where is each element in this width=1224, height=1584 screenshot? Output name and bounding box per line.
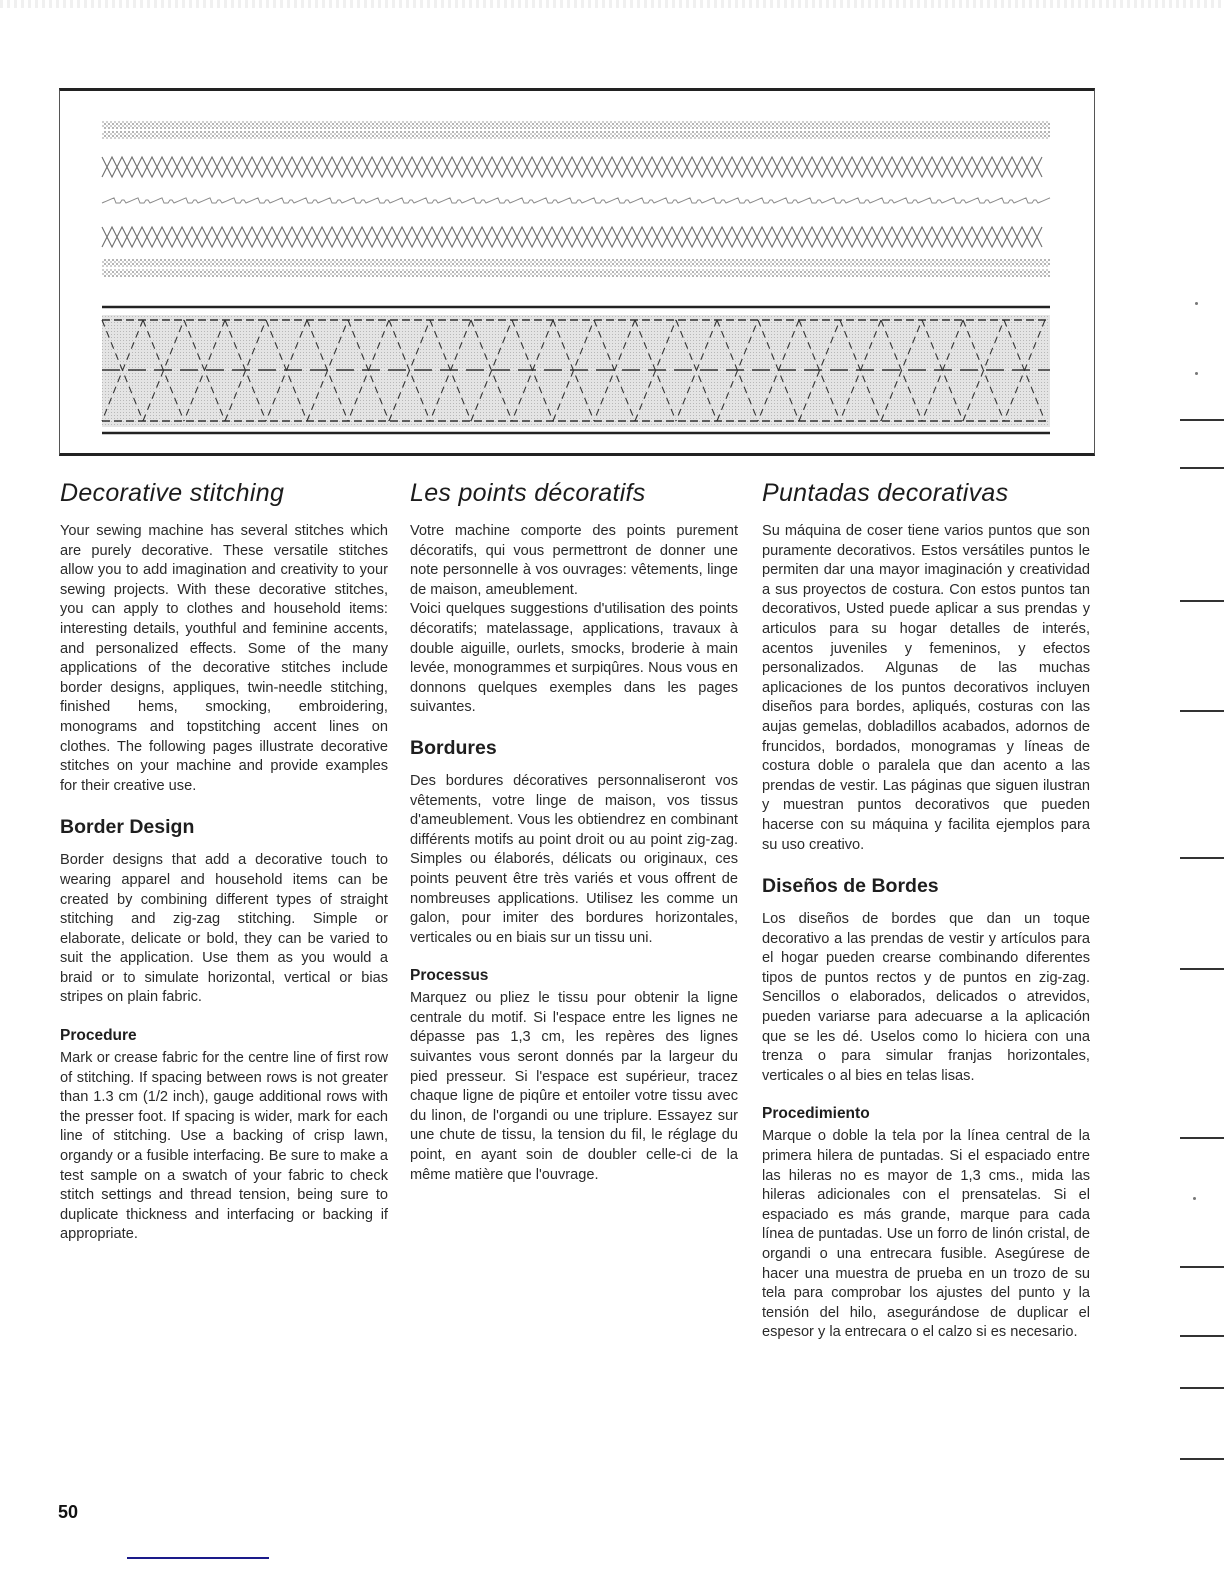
english-section-body: Border designs that add a decorative touch to wearing apparel and household items can be created by combining different types of straight stitching and zig-zag stitching. Simple or elaborate, delicate or bold, they can be varied to suit the application. Use them as you would a braid or to simulate horizontal, vertical or bias stripes on plain fabric. — [60, 852, 388, 1006]
english-section-heading: Border Design — [60, 816, 195, 839]
double-zigzag-row-1 — [102, 157, 1042, 177]
page-number: 50 — [58, 1502, 79, 1522]
spanish-sub-heading: Procedimiento — [762, 1105, 870, 1123]
spanish-section-heading: Diseños de Bordes — [762, 875, 939, 898]
margin-tick — [1180, 1137, 1224, 1139]
stitch-samples-graphic — [60, 91, 1096, 459]
french-intro-2: Voici quelques suggestions d'utilisation des points décoratifs; matelassage, applications, travaux à double aiguille, ourlets, smocks, broderie à main levée, monogrammes et surpiqûres. Nous vous en donnons quelques exemples dans les pages suivantes. — [410, 601, 738, 716]
scan-speck — [1193, 1197, 1196, 1200]
margin-tick — [1180, 467, 1224, 469]
english-sub-heading: Procedure — [60, 1027, 137, 1045]
scan-artifact-top — [0, 0, 1224, 8]
english-title: Decorative stitching — [60, 479, 285, 507]
french-intro-1: Votre machine comporte des points purement décoratifs, qui vous permettront de donner une note personnelle à vos ouvrages: vêtements, linge de maison, ameublement. — [410, 523, 738, 598]
scallop-stitch-row — [102, 198, 1050, 203]
footer-rule — [127, 1557, 269, 1559]
french-section-heading: Bordures — [410, 736, 497, 759]
margin-tick — [1180, 1458, 1224, 1460]
margin-tick — [1180, 419, 1224, 421]
triangle-border-design — [102, 307, 1050, 433]
scan-speck — [1195, 302, 1198, 305]
spanish-title: Puntadas decorativas — [762, 479, 1009, 507]
satin-stitch-band-top — [102, 121, 1050, 139]
spanish-intro: Su máquina de coser tiene varios puntos que son puramente decorativos. Estos versátiles puntos le permiten dar una mayor imaginación y creatividad a sus proyectos de costura. Con estos puntos tan decorativos, Usted puede aplicar a sus prendas y articulos para su hogar detalles de interés, acentos juveniles y femeninos, y efectos personalizados. Algunas de las muchas aplicaciones de los puntos decorativos incluyen diseños para bordes, apliqués, costuras con las aujas gemelas, dobladillos acabados, adornos de fruncidos, bordados, monogramas y líneas de costura doble o paralela que dan acento a las prendas de vestir. Las páginas que siguen ilustran y muestran puntos decorativos que pueden hacerse con su máquina y facilita ejemplos para su uso creativo. — [762, 523, 1090, 853]
spanish-sub-body: Marque o doble la tela por la línea central de la primera hilera de puntadas. Si el espaciado entre las hileras no es mayor de 1,3 cms., mida las hileras adicionales con el prensatelas. Si el espaciado es más grande, marque para cada línea de puntadas. Use un forro de linón cristal, de organdi o una entrecara fusible. Asegúrese de hacer una muestra de prueba en un trozo de su tela para comprobar los ajustes del punto y la tensión del hilo, asegurándose de duplicar el espesor y la entrecara o el calzo si es necesario. — [762, 1128, 1090, 1341]
english-column — [60, 478, 388, 1245]
french-sub-heading: Processus — [410, 967, 489, 985]
english-sub-body: Mark or crease fabric for the centre line of first row of stitching. If spacing between rows is not greater than 1.3 cm (1/2 inch), gauge additional rows with the presser foot. If spacing is wider, mark for each line of stitching. Use a backing of crisp lawn, organdy or a fusible interfacing. Be sure to make a test sample on a swatch of your fabric to check stitch settings and thread tension, being sure to duplicate thickness and interfacing or backing if appropriate. — [60, 1050, 388, 1243]
scan-speck — [1195, 372, 1198, 375]
margin-tick — [1180, 1266, 1224, 1268]
spanish-column — [762, 478, 1090, 1343]
english-intro: Your sewing machine has several stitches which are purely decorative. These versatile stitches allow you to add imagination and creativity to your sewing projects. With these decorative stitches, you can apply to clothes and household items: interesting details, youthful and feminine accents, and personalized effects. Some of the many applications of the decorative stitches include border designs, appliques, twin-needle stitching, finished hems, smocking, embroidering, monograms and topstitching accent lines on clothes. The following pages illustrate decorative stitches on your machine and provide examples for their creative use. — [60, 523, 388, 794]
stitch-illustration — [59, 88, 1095, 456]
margin-tick — [1180, 1387, 1224, 1389]
margin-tick — [1180, 968, 1224, 970]
margin-tick — [1180, 710, 1224, 712]
margin-tick — [1180, 1335, 1224, 1337]
margin-tick — [1180, 857, 1224, 859]
french-column — [410, 478, 738, 1185]
double-zigzag-row-2 — [102, 227, 1042, 247]
french-section-body: Des bordures décoratives personnaliseront vos vêtements, votre linge de maison, vos tissus d'ameublement. Vous les obtiendrez en combinant différents motifs au point droit ou au point zig-zag. Simples ou élaborés, délicats ou originaux, ces points peuvent être très variés et vous offrent de nombreuses applications. Utilisez les comme un galon, pour imiter des bordures horizontales, verticales ou en biais sur un tissu uni. — [410, 772, 738, 946]
french-title: Les points décoratifs — [410, 479, 646, 507]
spanish-section-body: Los diseños de bordes que dan un toque decorativo a las prendas de vestir y artículos para el hogar pueden crearse combinando diferentes tipos de puntos rectos y de puntos en zig-zag. Sencillos o elaborados, delicados o atrevidos, pueden variarse para adecuarse a la aplicación que se les dé. Uselos como lo hiciera con una trenza o para simular franjas horizontales, verticales o al bies en telas lisas. — [762, 911, 1090, 1084]
french-sub-body: Marquez ou pliez le tissu pour obtenir la ligne centrale du motif. Si l'espace entre les lignes ne dépasse pas 1,3 cm, les repères des lignes suivantes vous seront donnés par la largeur du pied presseur. Si l'espace est supérieur, tracez chaque ligne de piqûre et entoiler votre tissu avec du linon, de l'organdi ou une triplure. Essayez sur une chute de tissu, la tension du fil, le réglage du point, en ayant soin de doubler celle-ci de la même matière que l'ouvrage. — [410, 990, 738, 1183]
margin-tick — [1180, 600, 1224, 602]
satin-stitch-band-bottom — [102, 259, 1050, 277]
